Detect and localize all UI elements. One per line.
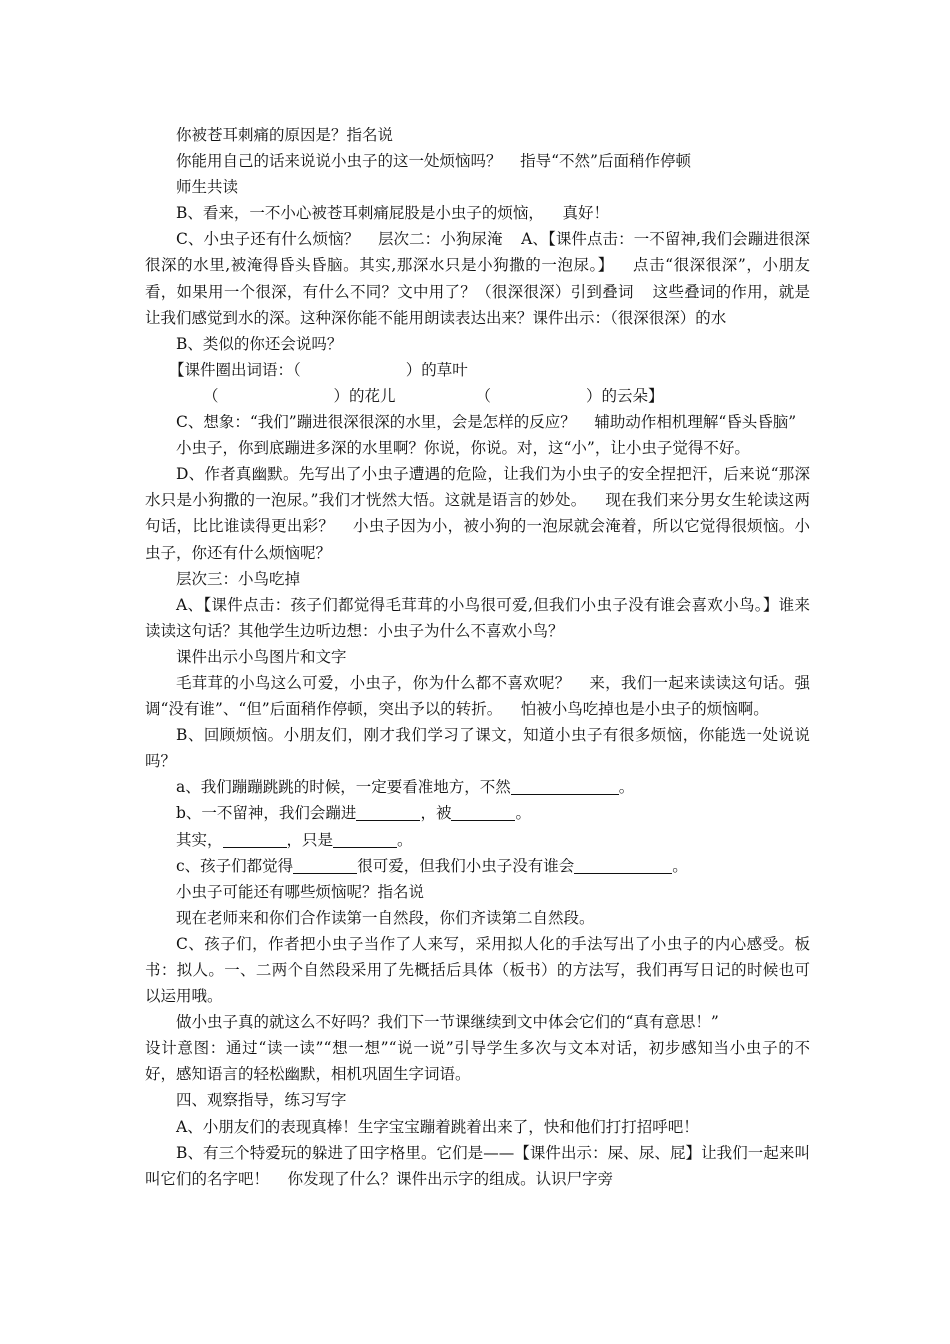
paragraph-10: 小虫子，你到底蹦进多深的水里啊？你说，你说。对，这“小”，让小虫子觉得不好。 [176,439,750,458]
paragraph-20: 做小虫子真的就这么不好吗？我们下一节课继续到文中体会它们的“真有意思！” [176,1013,719,1032]
paragraph-22: B、有三个特爱玩的躲进了田字格里。它们是——【课件出示：屎、尿、屁】让我们一起来叫叫它们的名字吧！ 你发现了什么？课件出示字的组成。认识尸字旁 [145,1143,810,1188]
fill-blank-a: a、我们蹦蹦跳跳的时候，一定要看准地方，不然 。 [176,778,635,797]
paragraph-7: 【课件圈出词语：（ ）的草叶 [169,360,468,379]
fill-blank-c: c、孩子们都觉得 很可爱，但我们小虫子没有谁会 。 [176,856,688,875]
paragraph-6: B、类似的你还会说吗？ [176,334,343,353]
blank-line [356,803,420,821]
paragraph-11: D、作者真幽默。先写出了小虫子遭遇的危险，让我们为小虫子的安全捏把汗，后来说“那深水只是小狗撒的一泡尿。”我们才恍然大悟。这就是语言的妙处。 现在我们来分男女生轮读这两句话，比比谁读得更出彩？ 小虫子因为小，被小狗的一泡尿就会淹着，所以它觉得很烦恼。小虫子，你还有什么烦恼呢？ [145,465,810,562]
paragraph-15: 毛茸茸的小鸟这么可爱，小虫子，你为什么都不喜欢呢？ 来，我们一起来读读这句话。强调“没有谁”、“但”后面稍作停顿，突出予以的转折。 怕被小鸟吃掉也是小虫子的烦恼啊。 [145,673,810,719]
section-heading: 四、观察指导，练习写字 [176,1091,347,1110]
paragraph-19: C、孩子们，作者把小虫子当作了人来写，采用拟人化的手法写出了小虫子的内心感受。板书：拟人。一、二两个自然段采用了先概括后具体（板书）的方法写，我们再写日记的时候也可以运用哦。 [145,934,810,1006]
fill-blank-b: b、一不留神，我们会蹦进 ，被 。 [176,804,531,823]
paragraph-2: 你能用自己的话来说说小虫子的这一处烦恼吗？ 指导“不然”后面稍作停顿 [176,152,691,171]
paragraph-5: C、小虫子还有什么烦恼？ 层次二：小狗尿淹 A、【课件点击：一不留神,我们会蹦进很深很深的水里,被淹得昏头昏脑。其实,那深水只是小狗撒的一泡尿。】 点击“很深很深”，小朋友看，如果用一个很深，有什么不同？文中用了？（很深很深）引到叠词 这些叠词的作用，就是让我们感觉到水的深。这种深你能不能用朗读表达出来？课件出示：（很深很深）的水 [145,230,810,327]
blank-line [223,830,287,848]
paragraph-4: B、看来，一不小心被苍耳刺痛屁股是小虫子的烦恼， 真好！ [176,204,610,223]
paragraph-3: 师生共读 [176,178,239,197]
paragraph-21: A、小朋友们的表现真棒！生字宝宝蹦着跳着出来了，快和他们打打招呼吧！ [176,1117,699,1136]
blank-line [333,830,397,848]
document-page [145,122,810,1192]
paragraph-17: 小虫子可能还有哪些烦恼呢？指名说 [176,882,425,901]
paragraph-8: （ ）的花儿 （ ）的云朵】 [203,386,664,405]
paragraph-12: 层次三：小鸟吃掉 [176,569,301,588]
paragraph-1: 你被苍耳刺痛的原因是？指名说 [176,126,394,144]
blank-line [511,777,619,795]
blank-line [293,856,357,874]
design-intent: 设计意图：通过“读一读”“想一想”“说一说”引导学生多次与文本对话，初步感知当小虫子的不好，感知语言的轻松幽默，相机巩固生字词语。 [145,1039,810,1084]
paragraph-9: C、想象：“我们”蹦进很深很深的水里，会是怎样的反应？ 辅助动作相机理解“昏头昏脑” [176,413,797,432]
paragraph-13: A、【课件点击：孩子们都觉得毛茸茸的小鸟很可爱,但我们小虫子没有谁会喜欢小鸟。】谁来读读这句话？其他学生边听边想：小虫子为什么不喜欢小鸟？ [145,595,810,640]
paragraph-18: 现在老师来和你们合作读第一自然段，你们齐读第二自然段。 [176,908,595,927]
paragraph-16: B、回顾烦恼。小朋友们，刚才我们学习了课文，知道小虫子有很多烦恼，你能选一处说说吗？ [145,726,810,771]
fill-blank-b2: 其实， ，只是 。 [176,830,413,849]
blank-line [451,803,515,821]
paragraph-14: 课件出示小鸟图片和文字 [176,647,347,666]
blank-line [574,856,672,874]
